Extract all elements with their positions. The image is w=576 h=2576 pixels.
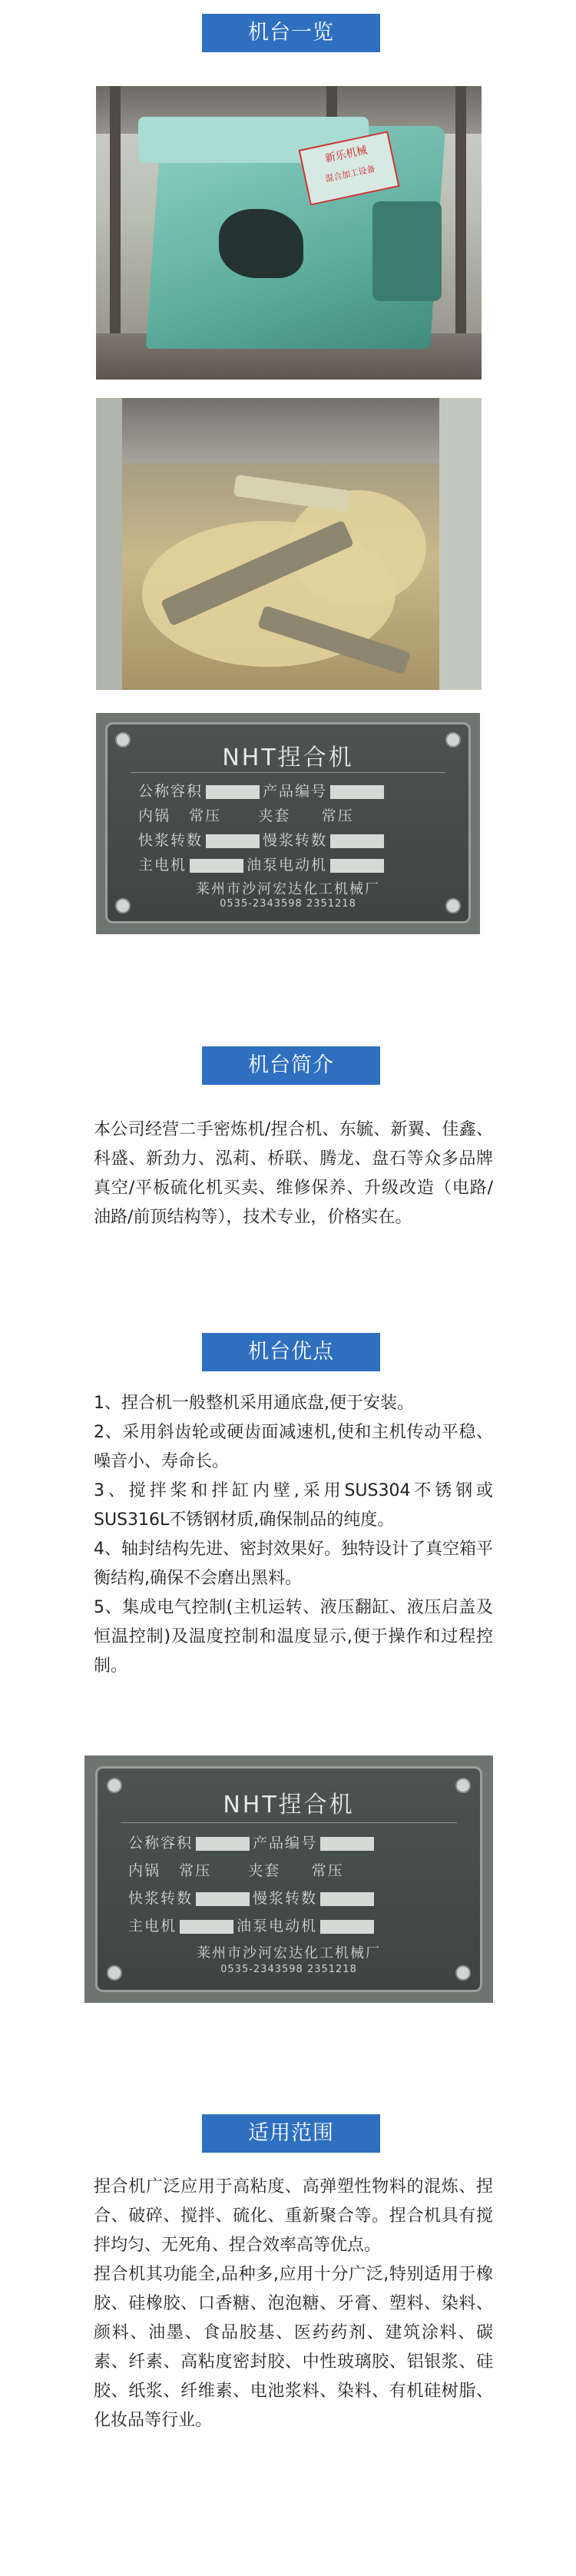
nameplate-maker: 莱州市沙河宏达化工机械厂: [197, 1945, 381, 1961]
mixing-blade-shape: [233, 475, 350, 512]
nameplate-label: 油泵电动机: [247, 857, 328, 874]
value-plate: [180, 1920, 233, 1934]
nameplate-title: NHT捏合机: [223, 1792, 355, 1818]
brand-sign-line2: 混合加工设备: [324, 164, 376, 184]
gearbox-shape: [372, 201, 442, 301]
nameplate-label: 主电机: [138, 857, 187, 874]
value-plate: [320, 1837, 374, 1851]
nameplate-label: 产品编号: [253, 1835, 318, 1852]
nameplate-label: 常压: [311, 1862, 344, 1879]
value-plate: [190, 859, 243, 873]
nameplate: [95, 1766, 482, 1992]
nameplate-row: [128, 1832, 449, 1852]
nameplate-label: 常压: [179, 1862, 212, 1879]
value-plate: [330, 785, 384, 799]
brand-sign-line1: 新乐机械: [323, 144, 369, 166]
divider: [131, 772, 445, 773]
nameplate-label: 公称容积: [138, 783, 204, 800]
nameplate-label: 油泵电动机: [237, 1918, 318, 1934]
mixing-chamber-photo: [96, 398, 482, 690]
scope-paragraph: 捏合机广泛应用于高粘度、高弹塑性物料的混炼、捏合、破碎、搅拌、硫化、重新聚合等。捏合机具有搅拌均匀、无死角、捏合效率高等优点。: [94, 2177, 493, 2255]
nameplate-photo-2: [84, 1755, 493, 2003]
intro-text: 本公司经营二手密炼机/捏合机、东毓、新翼、佳鑫、科盛、新劲力、泓莉、桥联、腾龙、盘石等众多品牌真空/平板硫化机买卖、维修保养、升级改造（电路/油路/前顶结构等），技术专业，价格实在。: [94, 1120, 493, 1227]
nameplate-row: [128, 1887, 449, 1908]
nameplate-label: 夹套: [248, 1862, 281, 1879]
divider: [121, 1822, 457, 1823]
section-title-scope: 适用范围: [202, 2114, 380, 2153]
nameplate-label: 内锅: [128, 1862, 161, 1879]
advantages-list: [94, 1389, 493, 1681]
nameplate-label: 慢浆转数: [253, 1890, 318, 1907]
advantage-item: 5、集成电气控制(主机运转、液压翻缸、液压启盖及恒温控制)及温度控制和温度显示,便于操作和过程控制。: [94, 1598, 493, 1676]
value-plate: [330, 834, 384, 848]
nameplate-label: 快浆转数: [128, 1890, 194, 1907]
nameplate-label: 快浆转数: [138, 832, 204, 849]
chamber-rim-shape: [96, 398, 122, 690]
value-plate: [206, 834, 260, 848]
nameplate-label: 内锅: [138, 807, 171, 824]
advantage-item: 4、轴封结构先进、密封效果好。独特设计了真空箱平衡结构,确保不会磨出黑料。: [94, 1540, 493, 1588]
machine-exterior-photo: [96, 86, 482, 380]
nameplate-label: 夹套: [258, 807, 291, 824]
lion-logo-shape: [219, 209, 303, 278]
nameplate-row: [128, 1915, 449, 1935]
nameplate-row: [138, 804, 438, 825]
value-plate: [196, 1837, 250, 1851]
advantage-item: 2、采用斜齿轮或硬齿面减速机,使和主机传动平稳、噪音小、寿命长。: [94, 1423, 493, 1471]
nameplate-row: [128, 1859, 449, 1880]
nameplate-phone: 0535-2343598 2351218: [220, 898, 356, 910]
section-title-intro: 机台简介: [202, 1046, 380, 1085]
scope-paragraphs: [94, 2173, 493, 2435]
nameplate-label: 主电机: [128, 1918, 177, 1934]
nameplate-row: [138, 854, 438, 874]
intro-paragraph: [94, 1116, 493, 1232]
chamber-rim-shape: [439, 398, 482, 690]
nameplate-photo-1: [96, 713, 480, 934]
nameplate-maker: 莱州市沙河宏达化工机械厂: [196, 881, 380, 897]
nameplate-label: 慢浆转数: [263, 832, 328, 849]
nameplate-title: NHT捏合机: [222, 744, 354, 771]
value-plate: [320, 1920, 374, 1934]
value-plate: [206, 785, 260, 799]
value-plate: [330, 859, 384, 873]
value-plate: [196, 1892, 250, 1906]
advantage-item: 3、搅拌桨和拌缸内壁,采用SUS304不锈钢或SUS316L不锈钢材质,确保制品的纯度。: [94, 1481, 493, 1530]
section-title-gallery: 机台一览: [202, 14, 380, 52]
nameplate-label: 常压: [321, 807, 354, 824]
section-title-advantages: 机台优点: [202, 1333, 380, 1371]
scope-paragraph: 捏合机其功能全,品种多,应用十分广泛,特别适用于橡胶、硅橡胶、口香糖、泡泡糖、牙膏、塑料、染料、颜料、油墨、食品胶基、医药药剂、建筑涂料、碳素、纤素、高粘度密封胶、中性玻璃胶、铝银浆、硅胶、纸浆、纤维素、电池浆料、染料、有机硅树脂、化妆品等行业。: [94, 2265, 493, 2430]
nameplate-phone: 0535-2343598 2351218: [220, 1964, 357, 1975]
nameplate: [105, 722, 471, 923]
nameplate-label: 产品编号: [263, 783, 328, 800]
nameplate-label: 公称容积: [128, 1835, 194, 1852]
value-plate: [320, 1892, 374, 1906]
advantage-item: 1、捏合机一般整机采用通底盘,便于安装。: [94, 1394, 414, 1413]
chamber-wall-shape: [96, 398, 482, 463]
nameplate-row: [138, 780, 438, 801]
nameplate-label: 常压: [189, 807, 222, 824]
nameplate-row: [138, 829, 438, 850]
